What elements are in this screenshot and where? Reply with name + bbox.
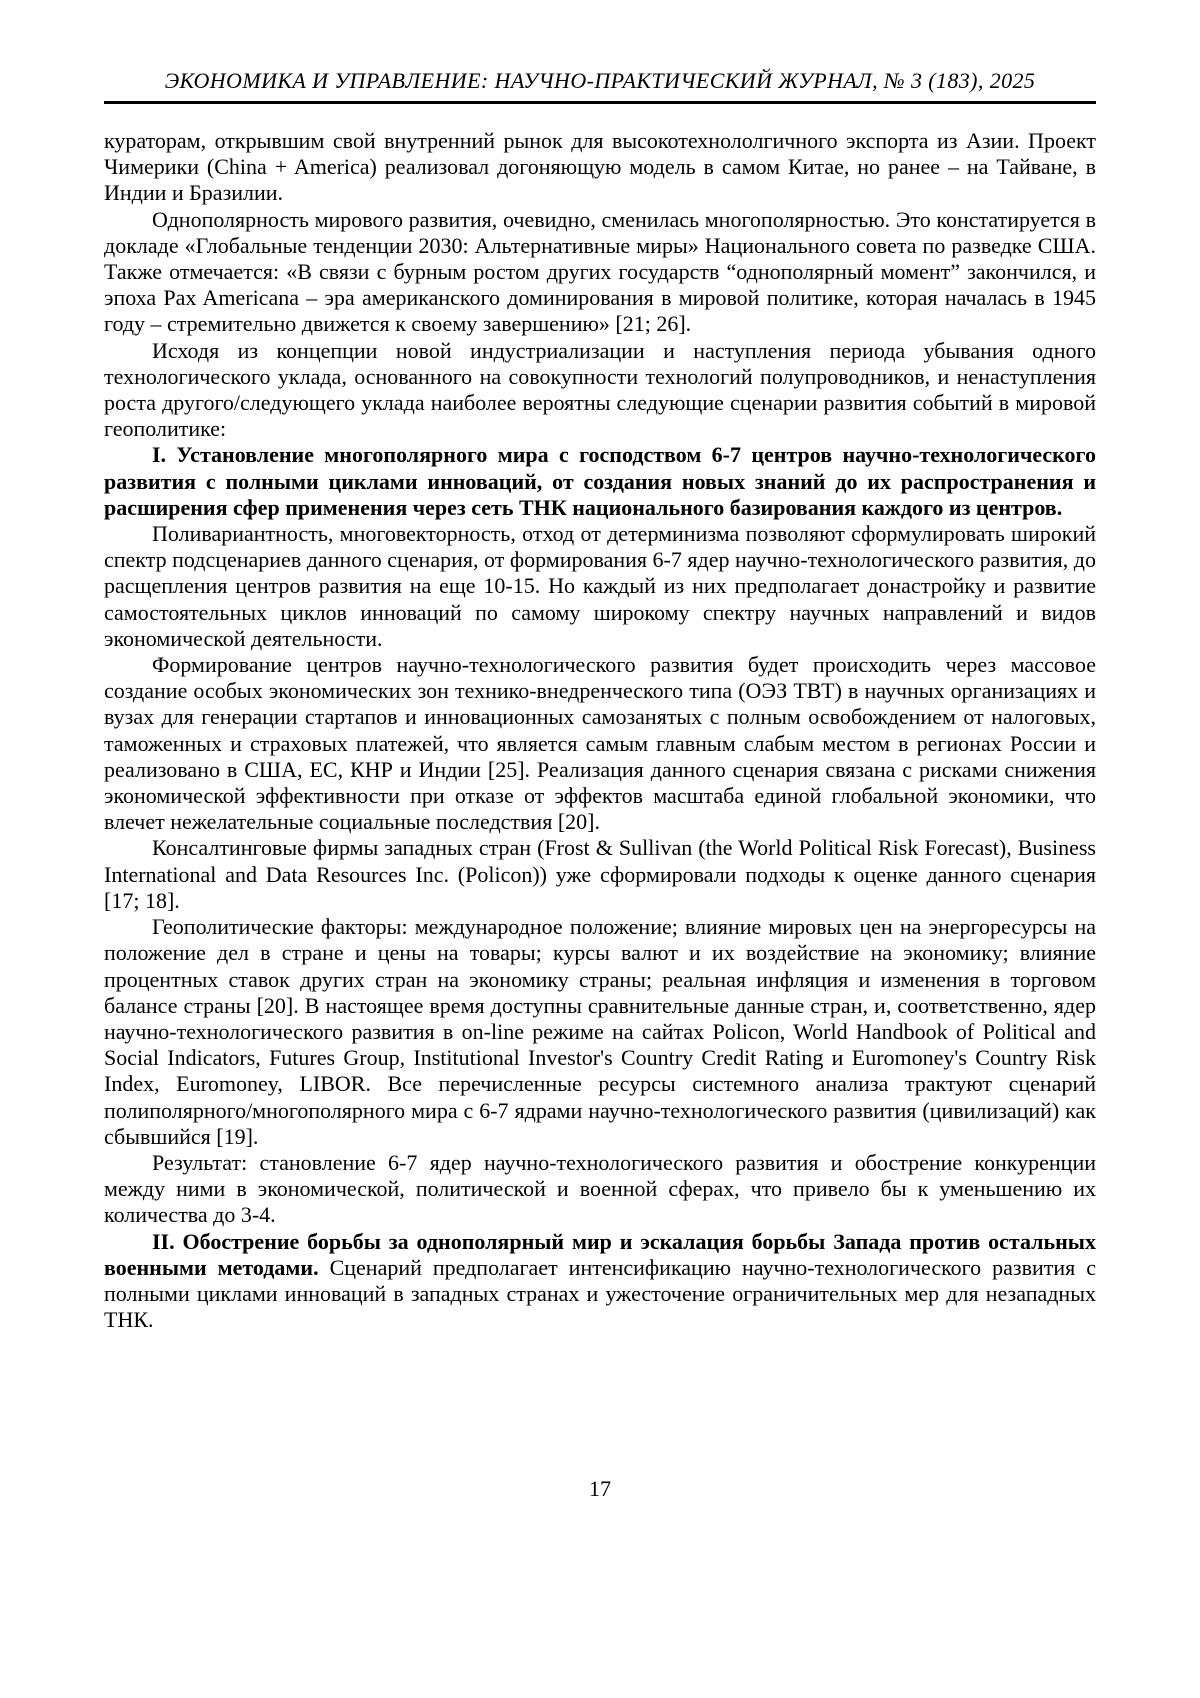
paragraph: кураторам, открывшим свой внутренний рынок для высокотехнололгичного экспорта из Азии. Проект Чимерики (China + America) реализовал догоняющую модель в самом Китае, но ранее – на Тайване, в Индии и Бразилии. bbox=[104, 128, 1096, 206]
journal-running-head: ЭКОНОМИКА И УПРАВЛЕНИЕ: НАУЧНО-ПРАКТИЧЕСКИЙ ЖУРНАЛ, № 3 (183), 2025 bbox=[164, 68, 1036, 93]
paragraph-bold-lead: II. Обострение борьбы за однополярный мир и эскалация борьбы Запада против остальных военными методами. bbox=[104, 1228, 1096, 1280]
paragraph: Исходя из концепции новой индустриализации и наступления периода убывания одного технологического уклада, основанного на совокупности технологий полупроводников, и ненаступления роста другого/следующего уклада наиболее вероятны следующие сценарии развития событий в мировой геополитике: bbox=[104, 337, 1096, 442]
paragraph: Геополитические факторы: международное положение; влияние мировых цен на энергоресурсы на положение дел в стране и цены на товары; курсы валют и их воздействие на экономику; влияние процентных ставок других стран на экономику страны; реальная инфляция и изменения в торговом балансе страны [20]. В настоящее время доступны сравнительные данные стран, и, соответственно, ядер научно-технологического развития в on-line режиме на сайтах Policon, World Handbook of Political and Social Indicators, Futures Group, Institutional Investor's Country Credit Rating и Euromoney's Country Risk Index, Euromoney, LIBOR. Все перечисленные ресурсы системного анализа трактуют сценарий полиполярного/многополярного мира с 6-7 ядрами научно-технологического развития (цивилизаций) как сбывшийся [19]. bbox=[104, 914, 1096, 1149]
page-footer bbox=[0, 1476, 1200, 1502]
article-body bbox=[104, 128, 1096, 1333]
paragraph: Поливариантность, многовекторность, отход от детерминизма позволяют сформулировать широкий спектр подсценариев данного сценария, от формирования 6-7 ядер научно-технологического развития, до расщепления центров развития на еще 10-15. Но каждый из них предполагает донастройку и развитие самостоятельных циклов инноваций по самому широкому спектру научных направлений и видов экономической деятельности. bbox=[104, 521, 1096, 651]
paragraph: Консалтинговые фирмы западных стран (Frost & Sullivan (the World Political Risk Forecast), Business International and Data Resources Inc. (Policon)) уже сформировали подходы к оценке данного сценария [17; 18]. bbox=[104, 835, 1096, 913]
page-number: 17 bbox=[589, 1476, 611, 1501]
paragraph: Результат: становление 6-7 ядер научно-технологического развития и обострение конкуренции между ними в экономической, политической и военной сферах, что привело бы к уменьшению их количества до 3-4. bbox=[104, 1149, 1096, 1228]
paragraph: Формирование центров научно-технологического развития будет происходить через массовое создание особых экономических зон технико-внедренческого типа (ОЭЗ ТВТ) в научных организациях и вузах для генерации стартапов и инновационных самозанятых с полным освобождением от налоговых, таможенных и страховых платежей, что является самым главным слабым местом в регионах России и реализовано в США, ЕС, КНР и Индии [25]. Реализация данного сценария связана с рисками снижения экономической эффективности при отказе от эффектов масштаба единой глобальной экономики, что влечет нежелательные социальные последствия [20]. bbox=[104, 652, 1096, 835]
header-rule bbox=[104, 101, 1096, 104]
paragraph: Однополярность мирового развития, очевидно, сменилась многополярностью. Это констатируется в докладе «Глобальные тенденции 2030: Альтернативные миры» Национального совета по разведке США. Также отмечается: «В связи с бурным ростом других государств “однополярный момент” закончился, и эпоха Pax Americana – эра американского доминирования в мировой политике, которая началась в 1945 году – стремительно движется к своему завершению» [21; 26]. bbox=[104, 206, 1096, 337]
paragraph: I. Установление многополярного мира с господством 6-7 центров научно-технологического развития с полными циклами инноваций, от создания новых знаний до их распространения и расширения сфер применения через сеть ТНК национального базирования каждого из центров. bbox=[104, 442, 1096, 520]
paragraph: II. Обострение борьбы за однополярный мир и эскалация борьбы Запада против остальных военными методами. Сценарий предполагает интенсификацию научно-технологического развития с полными циклами инноваций в западных странах и ужесточение ограничительных мер для незападных ТНК. bbox=[104, 1228, 1096, 1333]
